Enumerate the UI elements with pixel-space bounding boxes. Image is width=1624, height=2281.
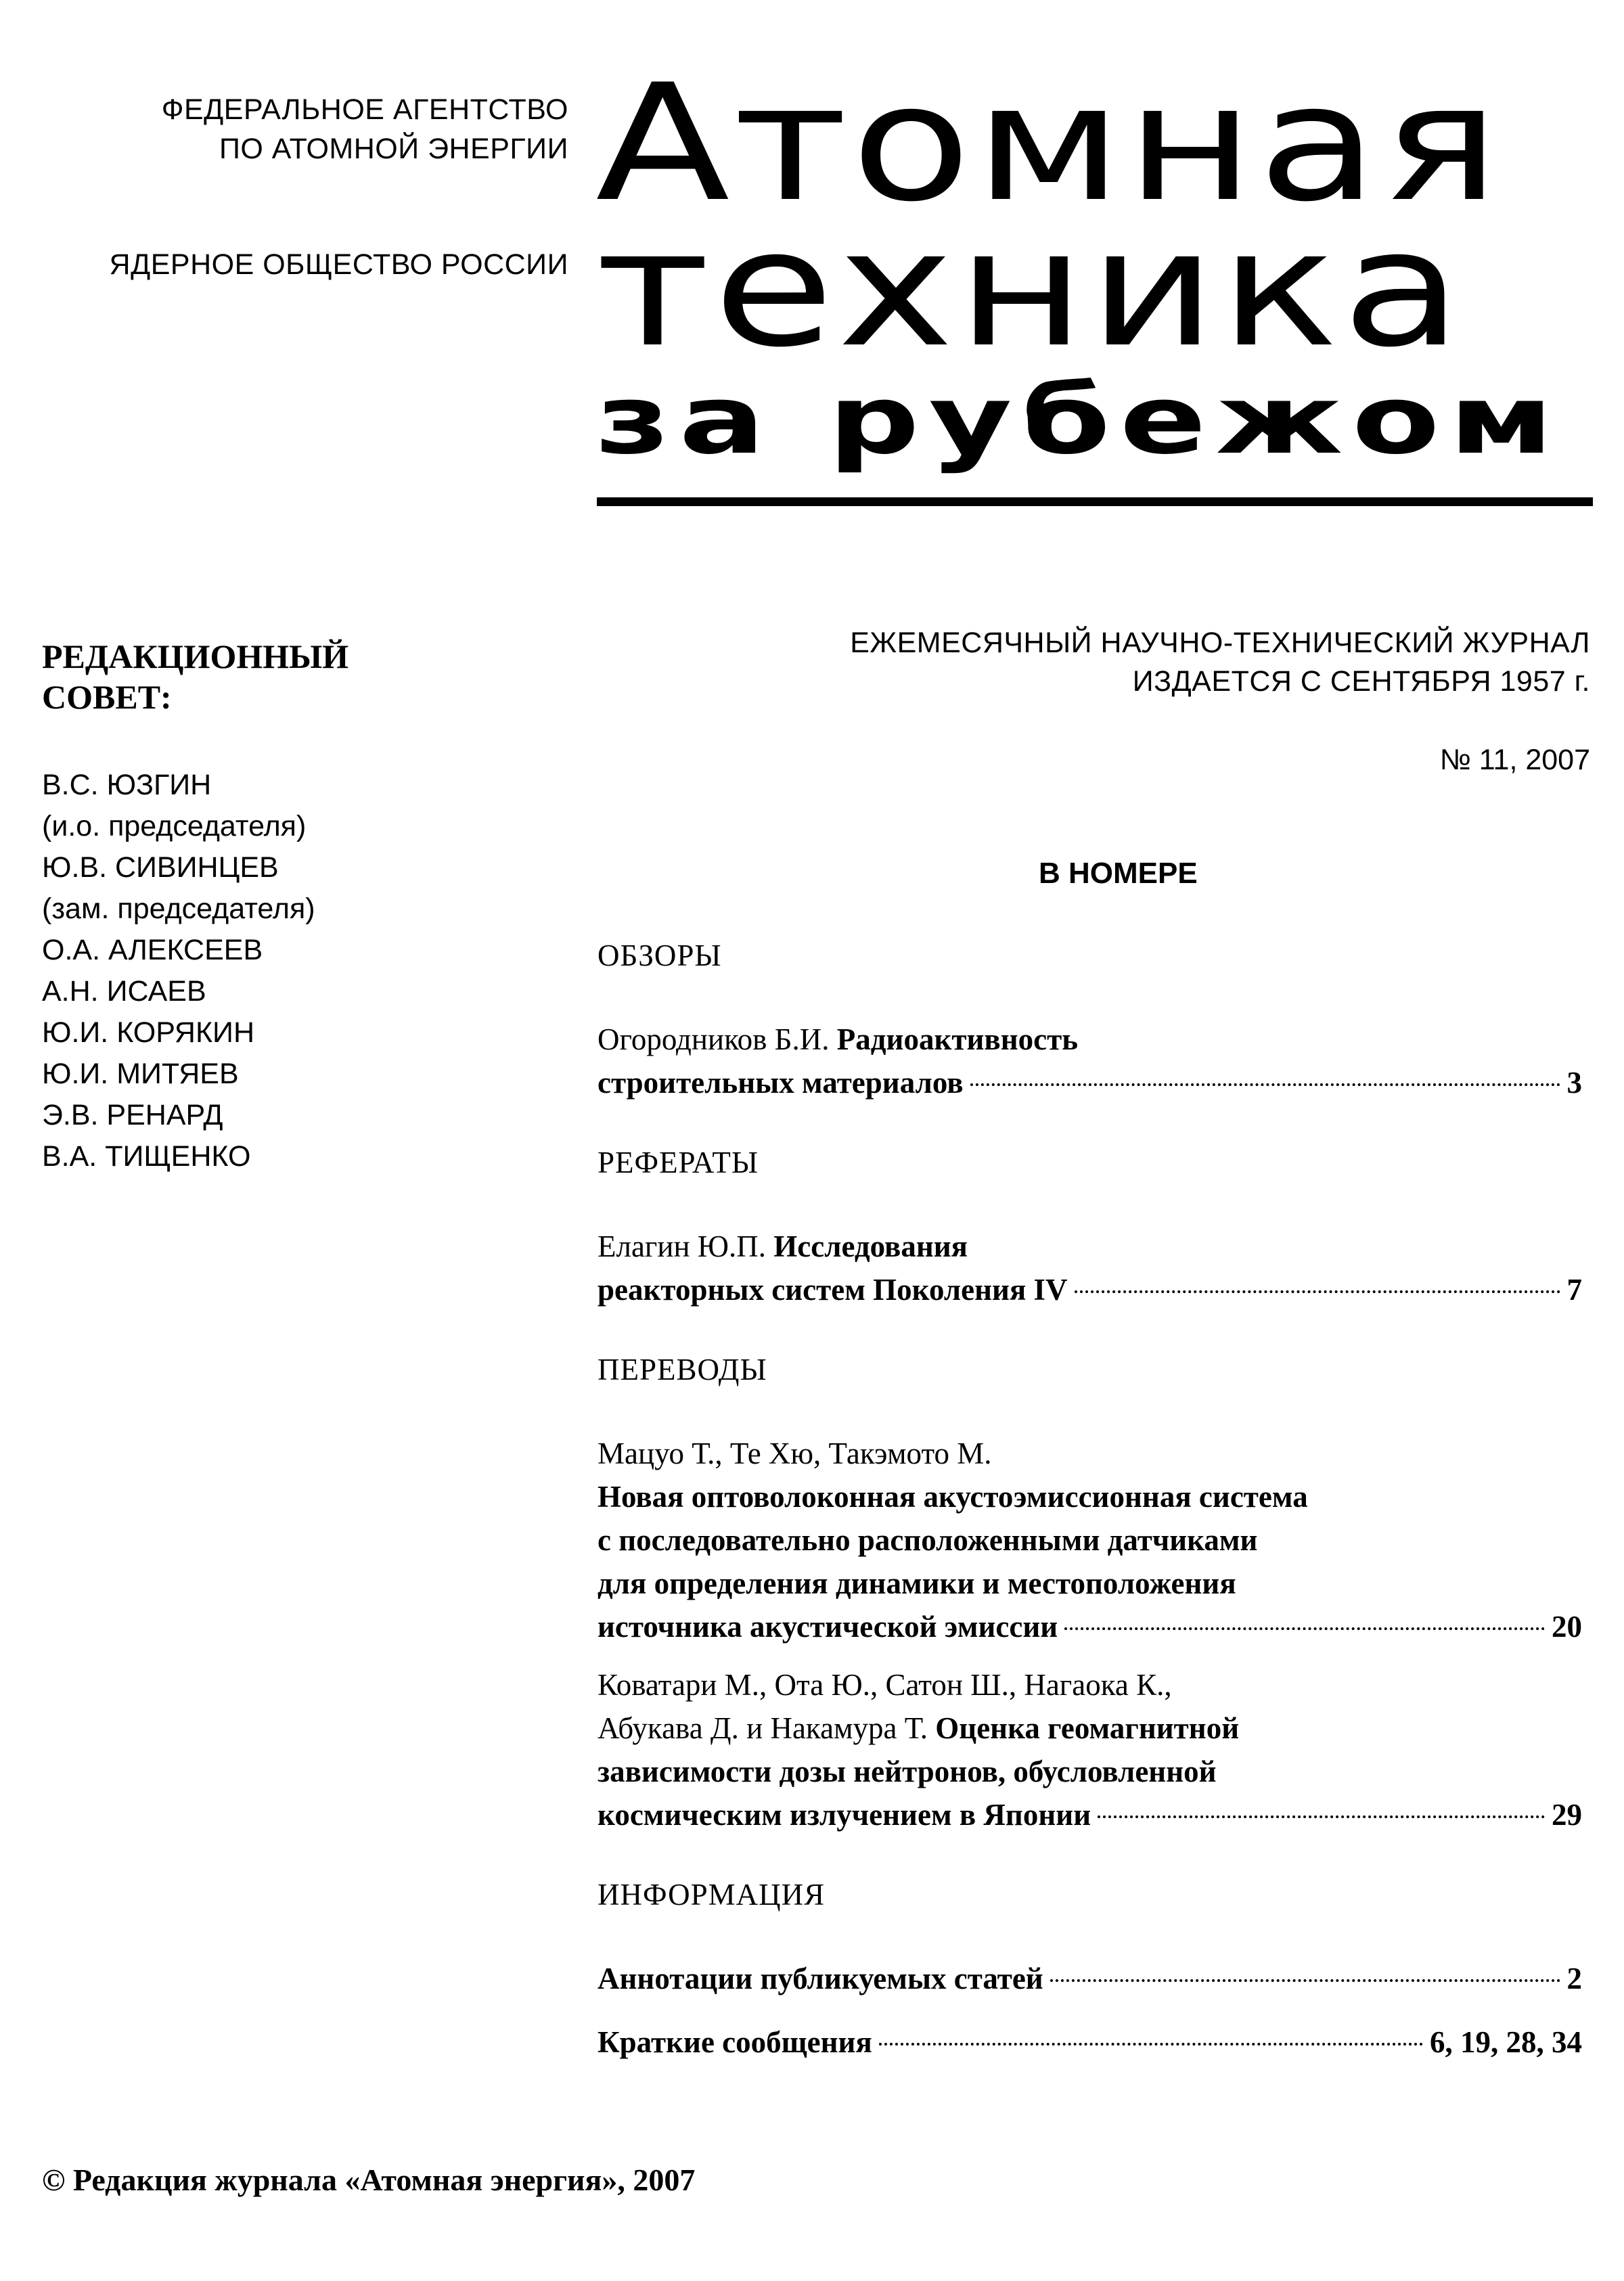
masthead-line3: за рубежом — [595, 365, 1563, 476]
dot-leader — [1098, 1815, 1545, 1818]
section-reviews: ОБЗОРЫ — [597, 939, 722, 972]
masthead-line1: Атомная — [595, 50, 1504, 238]
entry-title: Аннотации публикуемых статей — [597, 1962, 1043, 1995]
dot-leader — [1050, 1979, 1560, 1982]
entry-title: для определения динамики и местоположения — [597, 1566, 1236, 1600]
board-member: В.А. ТИЩЕНКО — [42, 1140, 251, 1173]
publisher-agency-line2: ПО АТОМНОЙ ЭНЕРГИИ — [219, 133, 568, 165]
board-title — [42, 636, 348, 717]
publisher-agency-line1: ФЕДЕРАЛЬНОЕ АГЕНТСТВО — [161, 93, 568, 126]
entry-author: Елагин Ю.П. — [597, 1229, 774, 1263]
entry-title: Радиоактивность — [836, 1022, 1079, 1056]
toc-entry[interactable] — [597, 1225, 1582, 1311]
entry-author: Коватари М., Ота Ю., Сатон Ш., Нагаока К., — [597, 1668, 1172, 1702]
entry-title: Краткие сообщения — [597, 2025, 872, 2059]
board-member-role: (и.о. председателя) — [42, 810, 307, 842]
board-member-role: (зам. председателя) — [42, 893, 315, 925]
dot-leader — [1075, 1290, 1560, 1293]
entry-page: 20 — [1552, 1610, 1582, 1644]
masthead-logo — [595, 50, 1597, 476]
entry-title: строительных материалов — [597, 1066, 964, 1100]
dot-leader — [879, 2043, 1423, 2046]
entry-title: реакторных систем Поколения IV — [597, 1273, 1068, 1307]
board-member: А.Н. ИСАЕВ — [42, 975, 206, 1008]
entry-title: источника акустической эмиссии — [597, 1610, 1058, 1644]
toc-title: В НОМЕРЕ — [1039, 857, 1198, 890]
entry-title: Оценка геомагнитной — [935, 1711, 1240, 1745]
copyright: © Редакция журнала «Атомная энергия», 2007 — [42, 2163, 696, 2197]
toc-entry[interactable] — [597, 1663, 1582, 1836]
entry-title: зависимости дозы нейтронов, обусловленной — [597, 1755, 1217, 1788]
toc-entry[interactable] — [597, 2020, 1582, 2064]
entry-title: космическим излучением в Японии — [597, 1798, 1091, 1832]
section-translations: ПЕРЕВОДЫ — [597, 1353, 767, 1386]
entry-page: 29 — [1552, 1798, 1582, 1832]
dot-leader — [970, 1083, 1560, 1086]
section-abstracts: РЕФЕРАТЫ — [597, 1146, 759, 1179]
issue-number: № 11, 2007 — [1439, 744, 1590, 776]
masthead-line2: техника — [595, 196, 1466, 383]
masthead-rule — [597, 497, 1593, 506]
section-info: ИНФОРМАЦИЯ — [597, 1878, 826, 1912]
entry-page: 3 — [1566, 1066, 1582, 1100]
board-member: Ю.И. МИТЯЕВ — [42, 1058, 239, 1090]
board-member: Ю.В. СИВИНЦЕВ — [42, 851, 279, 884]
publisher-agency — [162, 90, 568, 168]
toc-entry[interactable] — [597, 1957, 1582, 2000]
board-member: Э.В. РЕНАРД — [42, 1099, 223, 1131]
toc-entry[interactable] — [597, 1432, 1582, 1648]
table-of-contents — [597, 934, 1582, 2064]
entry-author: Огородников Б.И. — [597, 1022, 837, 1056]
board-member: Ю.И. КОРЯКИН — [42, 1016, 254, 1049]
entry-page: 2 — [1566, 1962, 1582, 1995]
toc-entry[interactable] — [597, 1018, 1582, 1104]
entry-title: Исследования — [773, 1229, 968, 1263]
entry-author: Абукава Д. и Накамура Т. — [597, 1711, 936, 1745]
board-member: В.С. ЮЗГИН — [42, 769, 212, 801]
entry-author: Мацуо Т., Те Хю, Такэмото М. — [597, 1437, 992, 1470]
entry-page: 6, 19, 28, 34 — [1430, 2025, 1582, 2059]
board-members — [42, 765, 315, 1177]
dot-leader — [1064, 1627, 1545, 1630]
entry-title: Новая оптоволоконная акустоэмиссионная система — [597, 1480, 1308, 1514]
journal-description — [850, 624, 1590, 701]
board-member: О.А. АЛЕКСЕЕВ — [42, 934, 263, 966]
board-title-line1: РЕДАКЦИОННЫЙ — [42, 637, 349, 675]
board-title-line2: СОВЕТ: — [42, 678, 172, 716]
entry-page: 7 — [1566, 1273, 1582, 1307]
publisher-society: ЯДЕРНОЕ ОБЩЕСТВО РОССИИ — [109, 248, 568, 281]
journal-description-line1: ЕЖЕМЕСЯЧНЫЙ НАУЧНО-ТЕХНИЧЕСКИЙ ЖУРНАЛ — [850, 627, 1590, 659]
entry-title: с последовательно расположенными датчиками — [597, 1523, 1258, 1557]
journal-description-line2: ИЗДАЕТСЯ С СЕНТЯБРЯ 1957 г. — [1132, 665, 1590, 698]
